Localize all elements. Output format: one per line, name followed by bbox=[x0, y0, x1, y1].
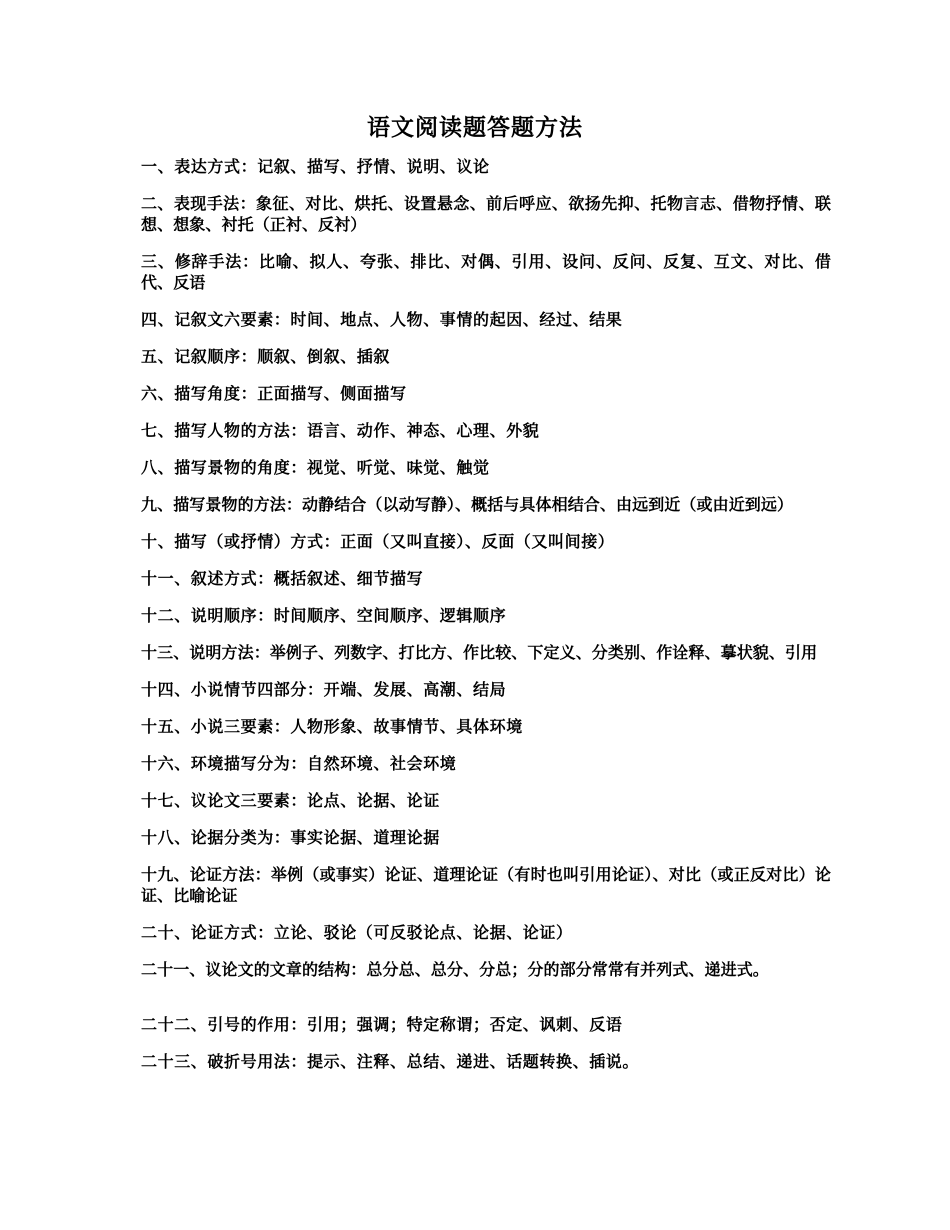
list-item-3: 三、修辞手法：比喻、拟人、夸张、排比、对偶、引用、设问、反问、反复、互文、对比、借代、反语 bbox=[141, 252, 831, 292]
list-item-16: 十六、环境描写分为：自然环境、社会环境 bbox=[141, 754, 457, 773]
list-item-23: 二十三、破折号用法：提示、注释、总结、递进、话题转换、插说。 bbox=[141, 1052, 640, 1071]
list-item-1: 一、表达方式：记叙、描写、抒情、说明、议论 bbox=[141, 157, 490, 176]
list-item-17: 十七、议论文三要素：论点、论据、论证 bbox=[141, 791, 440, 810]
list-item-9: 九、描写景物的方法：动静结合（以动写静）、概括与具体相结合、由远到近（或由近到远） bbox=[141, 495, 794, 514]
list-item-22: 二十二、引号的作用：引用；强调；特定称谓；否定、讽刺、反语 bbox=[141, 1015, 623, 1034]
list-item-13: 十三、说明方法：举例子、列数字、打比方、作比较、下定义、分类别、作诠释、摹状貌、引用 bbox=[141, 643, 818, 662]
list-item-5: 五、记叙顺序：顺叙、倒叙、插叙 bbox=[141, 347, 391, 366]
document-body bbox=[141, 156, 831, 1088]
list-item-4: 四、记叙文六要素：时间、地点、人物、事情的起因、经过、结果 bbox=[141, 310, 623, 329]
list-item-7: 七、描写人物的方法：语言、动作、神态、心理、外貌 bbox=[141, 421, 540, 440]
list-item-6: 六、描写角度：正面描写、侧面描写 bbox=[141, 384, 407, 403]
list-item-8: 八、描写景物的角度：视觉、听觉、味觉、触觉 bbox=[141, 458, 490, 477]
document-title: 语文阅读题答题方法 bbox=[367, 114, 583, 141]
list-item-12: 十二、说明顺序：时间顺序、空间顺序、逻辑顺序 bbox=[141, 606, 507, 625]
list-item-20: 二十、论证方式：立论、驳论（可反驳论点、论据、论证） bbox=[141, 923, 573, 942]
list-item-2: 二、表现手法：象征、对比、烘托、设置悬念、前后呼应、欲扬先抑、托物言志、借物抒情、联想、想象、衬托（正衬、反衬） bbox=[141, 194, 831, 234]
list-item-10: 十、描写（或抒情）方式：正面（又叫直接）、反面（又叫间接） bbox=[141, 532, 615, 551]
list-item-19: 十九、论证方法：举例（或事实）论证、道理论证（有时也叫引用论证）、对比（或正反对比）论证、比喻论证 bbox=[141, 865, 831, 905]
list-item-14: 十四、小说情节四部分：开端、发展、高潮、结局 bbox=[141, 680, 507, 699]
list-item-21: 二十一、议论文的文章的结构：总分总、总分、分总；分的部分常常有并列式、递进式。 bbox=[141, 960, 769, 979]
list-item-18: 十八、论据分类为：事实论据、道理论据 bbox=[141, 828, 440, 847]
list-item-15: 十五、小说三要素：人物形象、故事情节、具体环境 bbox=[141, 717, 523, 736]
list-item-11: 十一、叙述方式：概括叙述、细节描写 bbox=[141, 569, 424, 588]
